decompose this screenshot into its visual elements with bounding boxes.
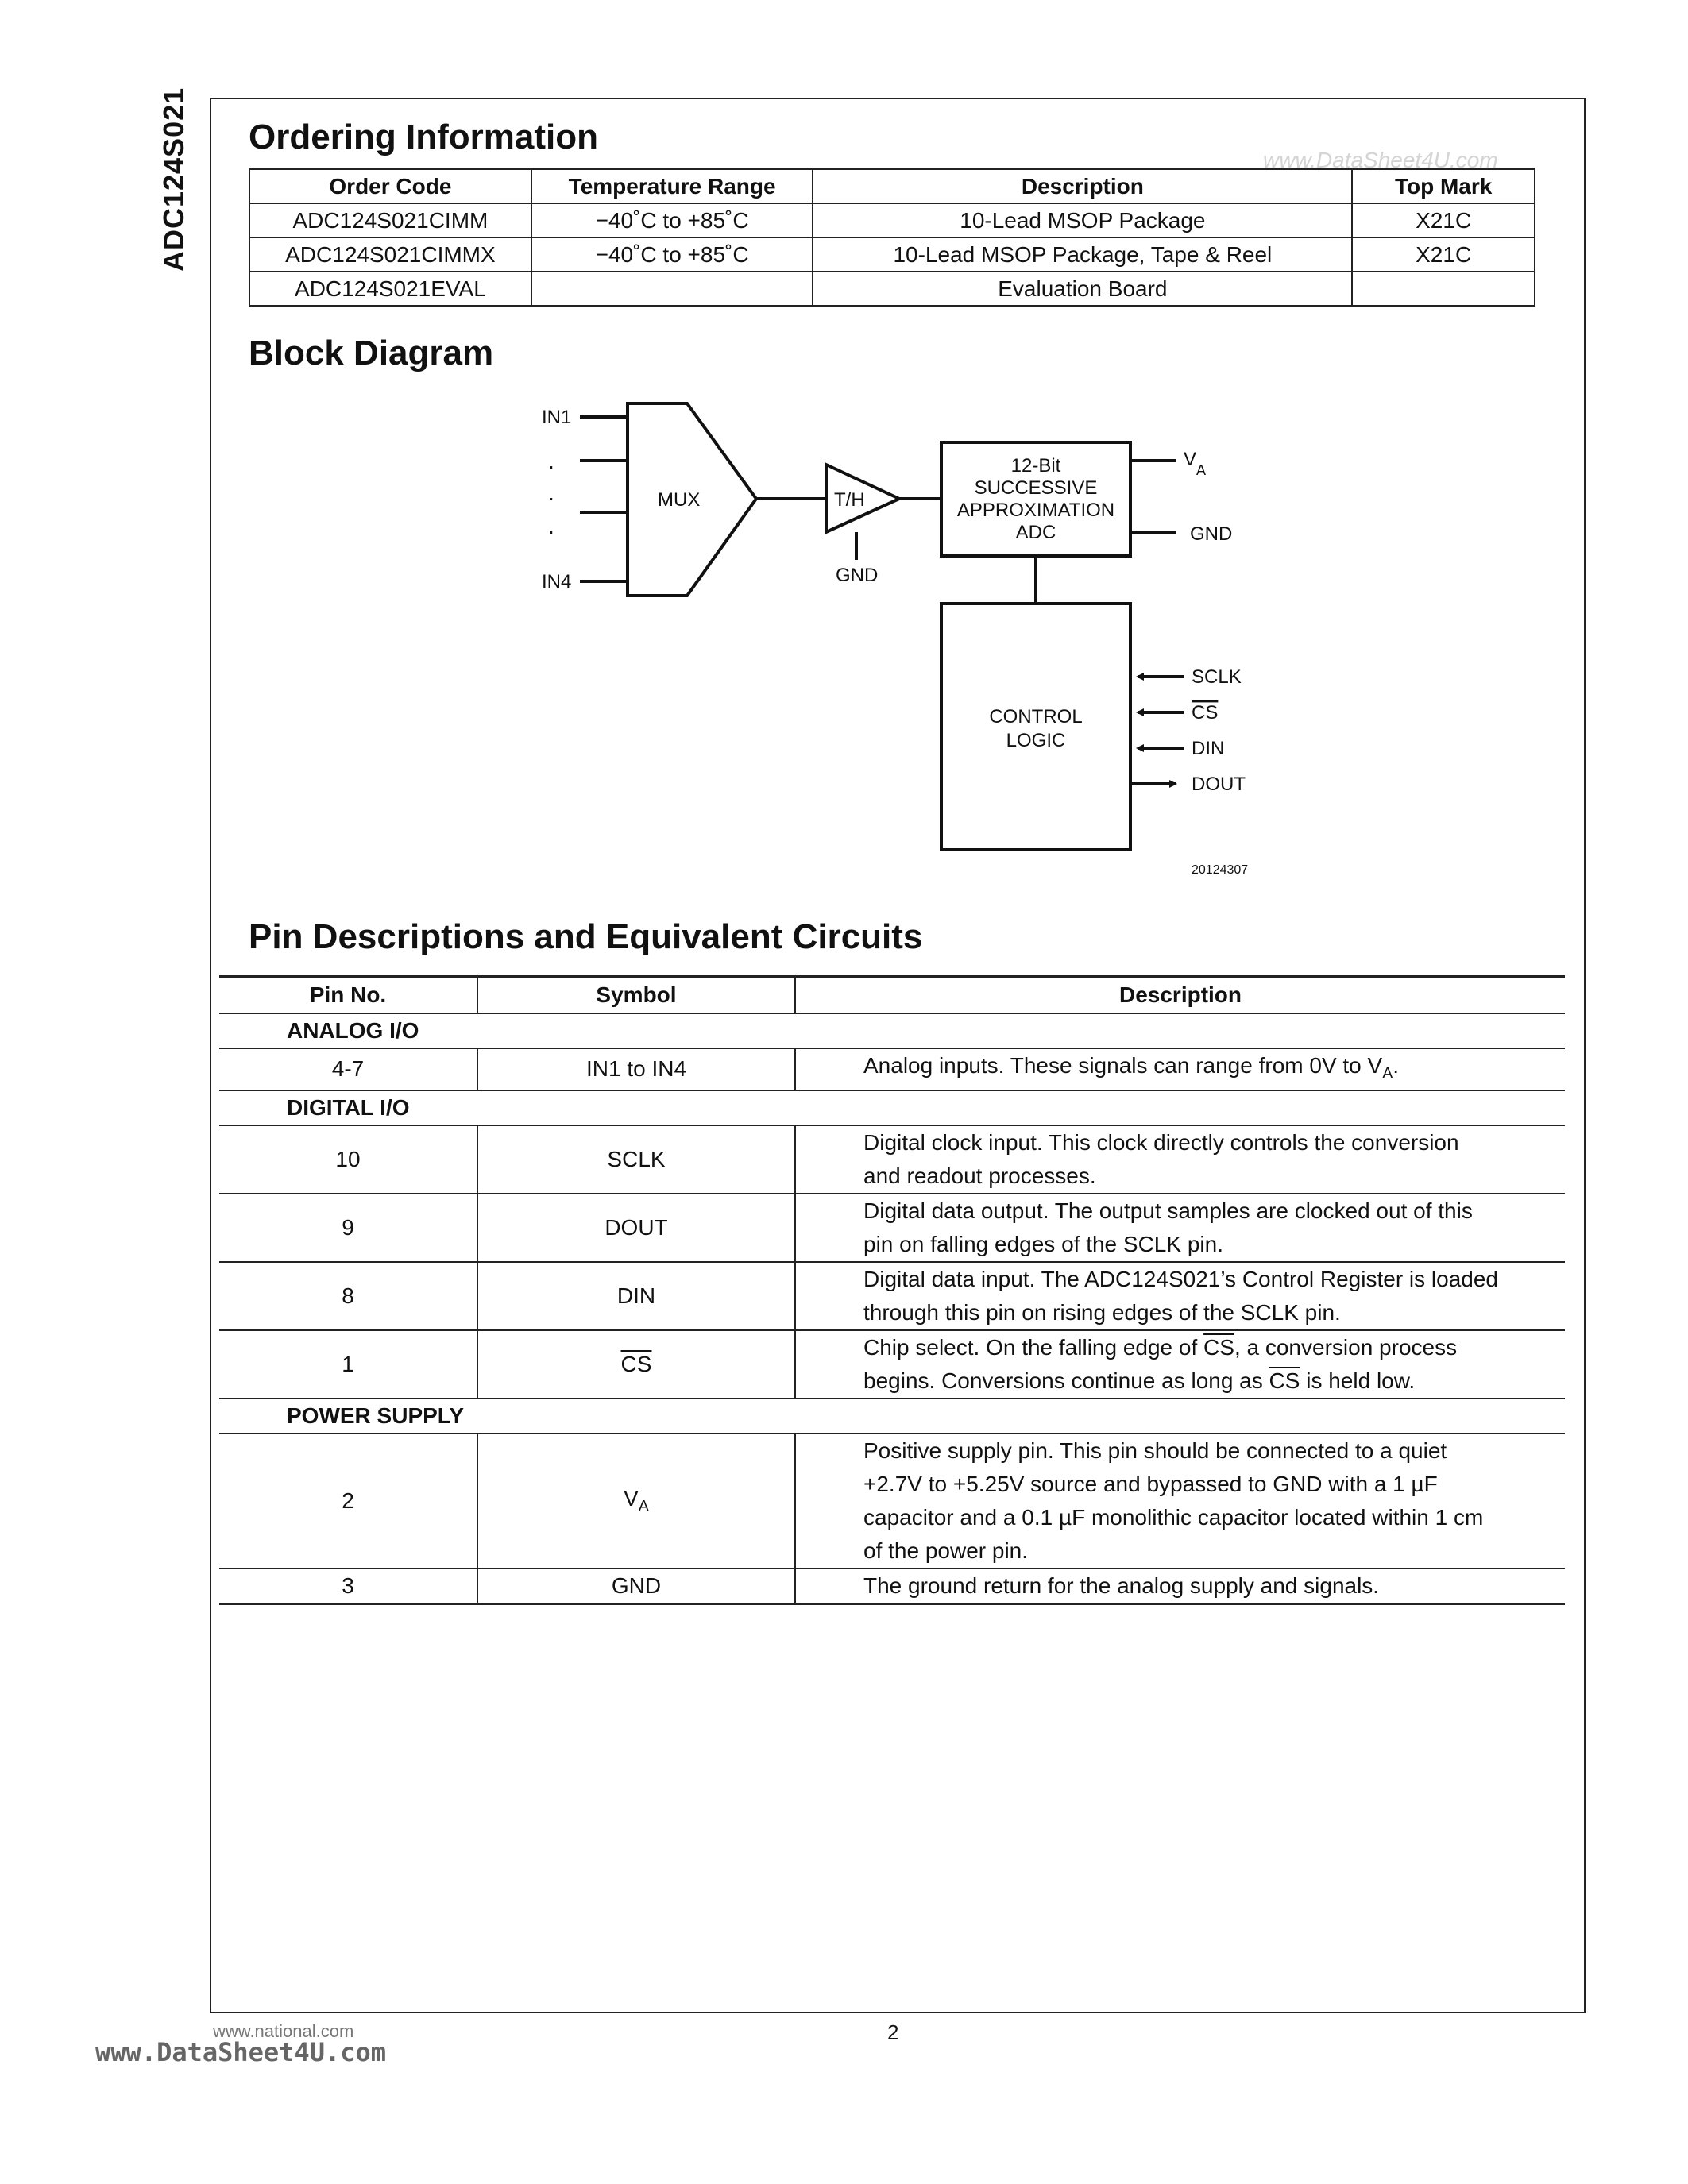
pin-symbol: IN1 to IN4 [477,1048,795,1091]
temperature-range: −40˚C to +85˚C [531,203,813,237]
pin-table [219,975,1565,1605]
mux-label: MUX [658,489,701,511]
group-row [219,1399,1565,1433]
watermark-top: www.DataSheet4U.com [1263,148,1498,172]
dout-label: DOUT [1192,774,1246,795]
pin-description: Analog inputs. These signals can range from 0V to $V_A$. [795,1048,1565,1091]
pin-description: Digital clock input. This clock directly controls the conversion and readout processes. [795,1125,1565,1194]
adc-label-line: 12-Bit [1010,455,1061,477]
watermark-bottom: www.DataSheet4U.com [95,2037,387,2067]
th-label: T/H [834,489,865,511]
table-row [249,203,1535,237]
temperature-range [531,272,813,306]
pin-description: Chip select. On the falling edge of $\overline{CS}$, a conversion process begins. Conversions continue as long as $\overline{CS}$ is held low. [795,1330,1565,1399]
pin-header: Description [795,977,1565,1013]
pin-number: 8 [219,1262,477,1330]
va-subscript: A [1196,462,1207,478]
table-row [219,1194,1565,1262]
pin-number: 3 [219,1569,477,1604]
adc-label-line: APPROXIMATION [956,500,1115,521]
ordering-header: Order Code [249,169,531,203]
pin-symbol: GND [477,1569,795,1604]
in1-label: IN1 [542,407,572,428]
control-label-line: LOGIC [1006,730,1066,751]
block-diagram-title: Block Diagram [249,334,494,372]
group-row [219,1013,1565,1048]
adc-label-line: ADC [1015,522,1056,543]
group-label: DIGITAL I/O [219,1090,1565,1125]
order-code: ADC124S021CIMM [249,203,531,237]
dot-label: . [548,514,554,538]
pin-header-row [219,977,1565,1013]
order-code: ADC124S021EVAL [249,272,531,306]
sclk-label: SCLK [1192,666,1242,688]
footer-url: www.national.com [213,2021,354,2041]
pin-symbol: $\overline{CS}$ [477,1330,795,1399]
table-row [219,1330,1565,1399]
group-label: ANALOG I/O [219,1013,1565,1048]
pin-description: Digital data input. The ADC124S021’s Control Register is loaded through this pin on rising edges of the SCLK pin. [795,1262,1565,1330]
table-row [219,1433,1565,1569]
ordering-table [249,168,1535,307]
table-row [219,1569,1565,1604]
pin-number: 10 [219,1125,477,1194]
cs-label: CS [1192,702,1219,723]
top-mark: X21C [1352,237,1535,272]
table-row [249,272,1535,306]
adc-label-line: SUCCESSIVE [974,477,1098,499]
pin-symbol: DIN [477,1262,795,1330]
table-row [249,237,1535,272]
order-description: 10-Lead MSOP Package, Tape & Reel [813,237,1352,272]
table-row [219,1262,1565,1330]
pin-symbol: $V_A$ [477,1433,795,1569]
pin-header: Symbol [477,977,795,1013]
ordering-header: Description [813,169,1352,203]
ordering-header: Top Mark [1352,169,1535,203]
pin-description: Digital data output. The output samples are clocked out of this pin on falling edges of the SCLK pin. [795,1194,1565,1262]
pin-descriptions-title: Pin Descriptions and Equivalent Circuits [249,917,923,956]
control-label-line: CONTROL [989,706,1083,727]
va-label: V [1184,449,1197,470]
adc-gnd-label: GND [1190,523,1233,545]
dot-label: . [548,449,554,473]
side-title: ADC124S021 [157,87,190,272]
temperature-range: −40˚C to +85˚C [531,237,813,272]
order-code: ADC124S021CIMMX [249,237,531,272]
table-row [219,1048,1565,1091]
block-diagram [524,397,1279,897]
th-gnd-label: GND [836,565,879,586]
pin-number: 9 [219,1194,477,1262]
pin-number: 4-7 [219,1048,477,1091]
ordering-header: Temperature Range [531,169,813,203]
top-mark [1352,272,1535,306]
order-description: Evaluation Board [813,272,1352,306]
order-description: 10-Lead MSOP Package [813,203,1352,237]
pin-description: The ground return for the analog supply and signals. [795,1569,1565,1604]
pin-header: Pin No. [219,977,477,1013]
figure-id: 20124307 [1192,863,1249,877]
pin-number: 2 [219,1433,477,1569]
in4-label: IN4 [542,571,572,592]
din-label: DIN [1192,738,1225,759]
table-row [219,1125,1565,1194]
page-number: 2 [887,2020,899,2044]
pin-description: Positive supply pin. This pin should be connected to a quiet +2.7V to +5.25V source and bypassed to GND with a 1 µF capacitor and a 0.1 µF monolithic capacitor located within 1 cm of the power pin. [795,1433,1565,1569]
pin-symbol: DOUT [477,1194,795,1262]
ordering-title: Ordering Information [249,118,598,156]
group-row [219,1090,1565,1125]
pin-number: 1 [219,1330,477,1399]
pin-symbol: SCLK [477,1125,795,1194]
ordering-header-row [249,169,1535,203]
top-mark: X21C [1352,203,1535,237]
group-label: POWER SUPPLY [219,1399,1565,1433]
dot-label: . [548,480,554,505]
